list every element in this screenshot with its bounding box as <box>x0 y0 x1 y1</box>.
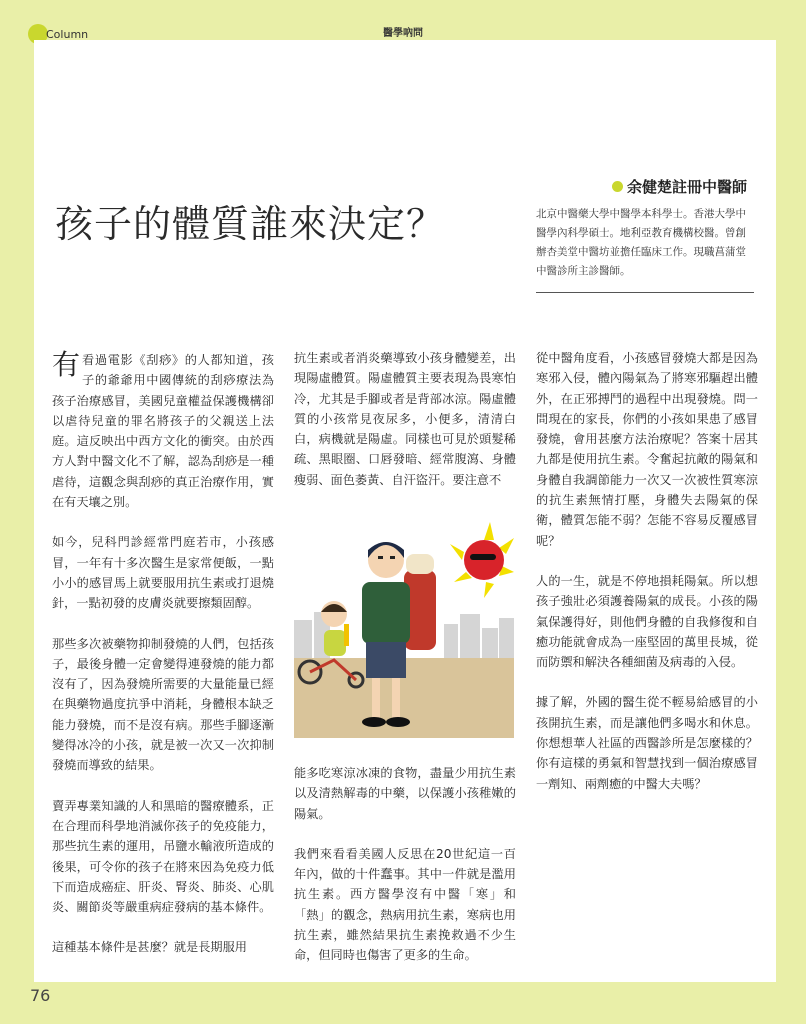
paragraph: 賣弄專業知識的人和黑暗的醫療體系，正在合理而科學地消滅你孩子的免疫能力，那些抗生素的運用，吊鹽水輸液所造成的後果，可令你的孩子在將來因為免疫力低下而造成癌症、肝炎、腎炎、肺炎、心肌炎、關節炎等嚴重病症發病的基本條件。 <box>52 798 274 915</box>
text-column-3 <box>536 348 758 814</box>
column-label: Column <box>46 27 89 41</box>
paragraph: 抗生素或者消炎藥導致小孩身體變差，出現陽虛體質。陽虛體質主要表現為畏寒怕冷，尤其是手腳或者是背部冰涼。陽虛體質的小孩常見夜尿多，小便多，清清白白，病機就是陽虛。同樣也可見於頭髮稀疏、黑眼圈、口唇發暗、經常腹瀉、身體瘦弱、面色萎黃、自汗盜汗。要注意不 <box>294 351 516 487</box>
paragraph: 據了解，外國的醫生從不輕易給感冒的小孩開抗生素，而是讓他們多喝水和休息。你想想華人社區的西醫診所是怎麼樣的？你有這樣的勇氣和智慧找到一個治療感冒一劑知、兩劑癒的中醫大夫嗎？ <box>536 695 758 791</box>
article-title: 孩子的體質誰來決定？ <box>55 202 446 247</box>
paragraph: 我們來看看美國人反思在20世紀這一百年內，做的十件蠢事。其中一件就是濫用抗生素。西方醫學沒有中醫「寒」和「熱」的觀念，熱病用抗生素，寒病也用抗生素，雖然結果抗生素挽救過不少生命，但同時也傷害了更多的生命。 <box>294 846 516 963</box>
paragraph: 那些多次被藥物抑制發燒的人們，包括孩子，最後身體一定會變得連發燒的能力都沒有了，因為發燒所需要的大量能量已經在與藥物過度抗爭中消耗，身體根本缺乏能力發燒，而不是沒有病。那些手腳逐漸變得冰冷的小孩，就是被一次又一次抑制發燒而導致的結果。 <box>52 636 274 773</box>
bio-divider <box>536 292 754 293</box>
page-number: 76 <box>30 986 51 1005</box>
paragraph: 從中醫角度看，小孩感冒發燒大都是因為寒邪入侵，體內陽氣為了將寒邪驅趕出體外，在正邪搏鬥的過程中出現發燒。問一問現在的家長，你們的小孩如果患了感冒發燒，會用甚麼方法治療呢？答案十居其九都是使用抗生素。令奮起抗敵的陽氣和身體自我調節能力一次又一次被性質寒涼的抗生素無情打壓，身體失去陽氣的保衛，體質怎能不弱？怎能不容易反覆感冒呢？ <box>536 351 758 548</box>
paragraph: 人的一生，就是不停地損耗陽氣。所以想孩子強壯必須護養陽氣的成長。小孩的陽氣保護得好，則他們身體的自我修復和自癒功能就會成為一座堅固的萬里長城，從而防禦和解決各種細菌及病毒的入侵。 <box>536 573 758 670</box>
paragraph <box>52 350 274 512</box>
author-line <box>612 176 747 197</box>
text-column-1 <box>52 350 274 978</box>
author-bullet-icon <box>612 181 623 192</box>
drop-cap: 有 <box>52 348 81 381</box>
author-name: 余健楚註冊中醫師 <box>627 178 748 196</box>
text-column-2-top <box>294 348 516 510</box>
paragraph: 這種基本條件是甚麼？就是長期服用 <box>52 940 247 955</box>
section-label: 醫學吶問 <box>383 28 423 39</box>
paragraph: 能多吃寒涼冰凍的食物，盡量少用抗生素以及清熱解毒的中藥，以保護小孩稚嫩的陽氣。 <box>294 766 516 821</box>
paragraph-text: 看過電影《刮痧》的人都知道，孩子的爺爺用中國傳統的刮痧療法為孩子治療感冒，美國兒童權益保護機構卻以虐待兒童的罪名將孩子的父親送上法庭。這反映出中西方文化的衝突。由於西方人對中醫文化不了解，認為刮痧是一種虐待，這觀念與刮痧的真正治療作用，實在有天壤之別。 <box>52 353 274 510</box>
illustration <box>294 520 514 738</box>
text-column-2-bottom <box>294 763 516 986</box>
author-bio: 北京中醫藥大學中醫學本科學士。香港大學中醫學內科學碩士。地利亞教育機構校醫。曾創辦杏美堂中醫坊並擔任臨床工作。現職菖蒲堂中醫診所主診醫師。 <box>536 208 746 277</box>
paragraph: 如今，兒科門診經常門庭若市，小孩感冒，一年有十多次醫生是家常便飯，一點小小的感冒馬上就要服用抗生素或打退燒針，一點初發的皮膚炎就要擦類固醇。 <box>52 535 274 611</box>
